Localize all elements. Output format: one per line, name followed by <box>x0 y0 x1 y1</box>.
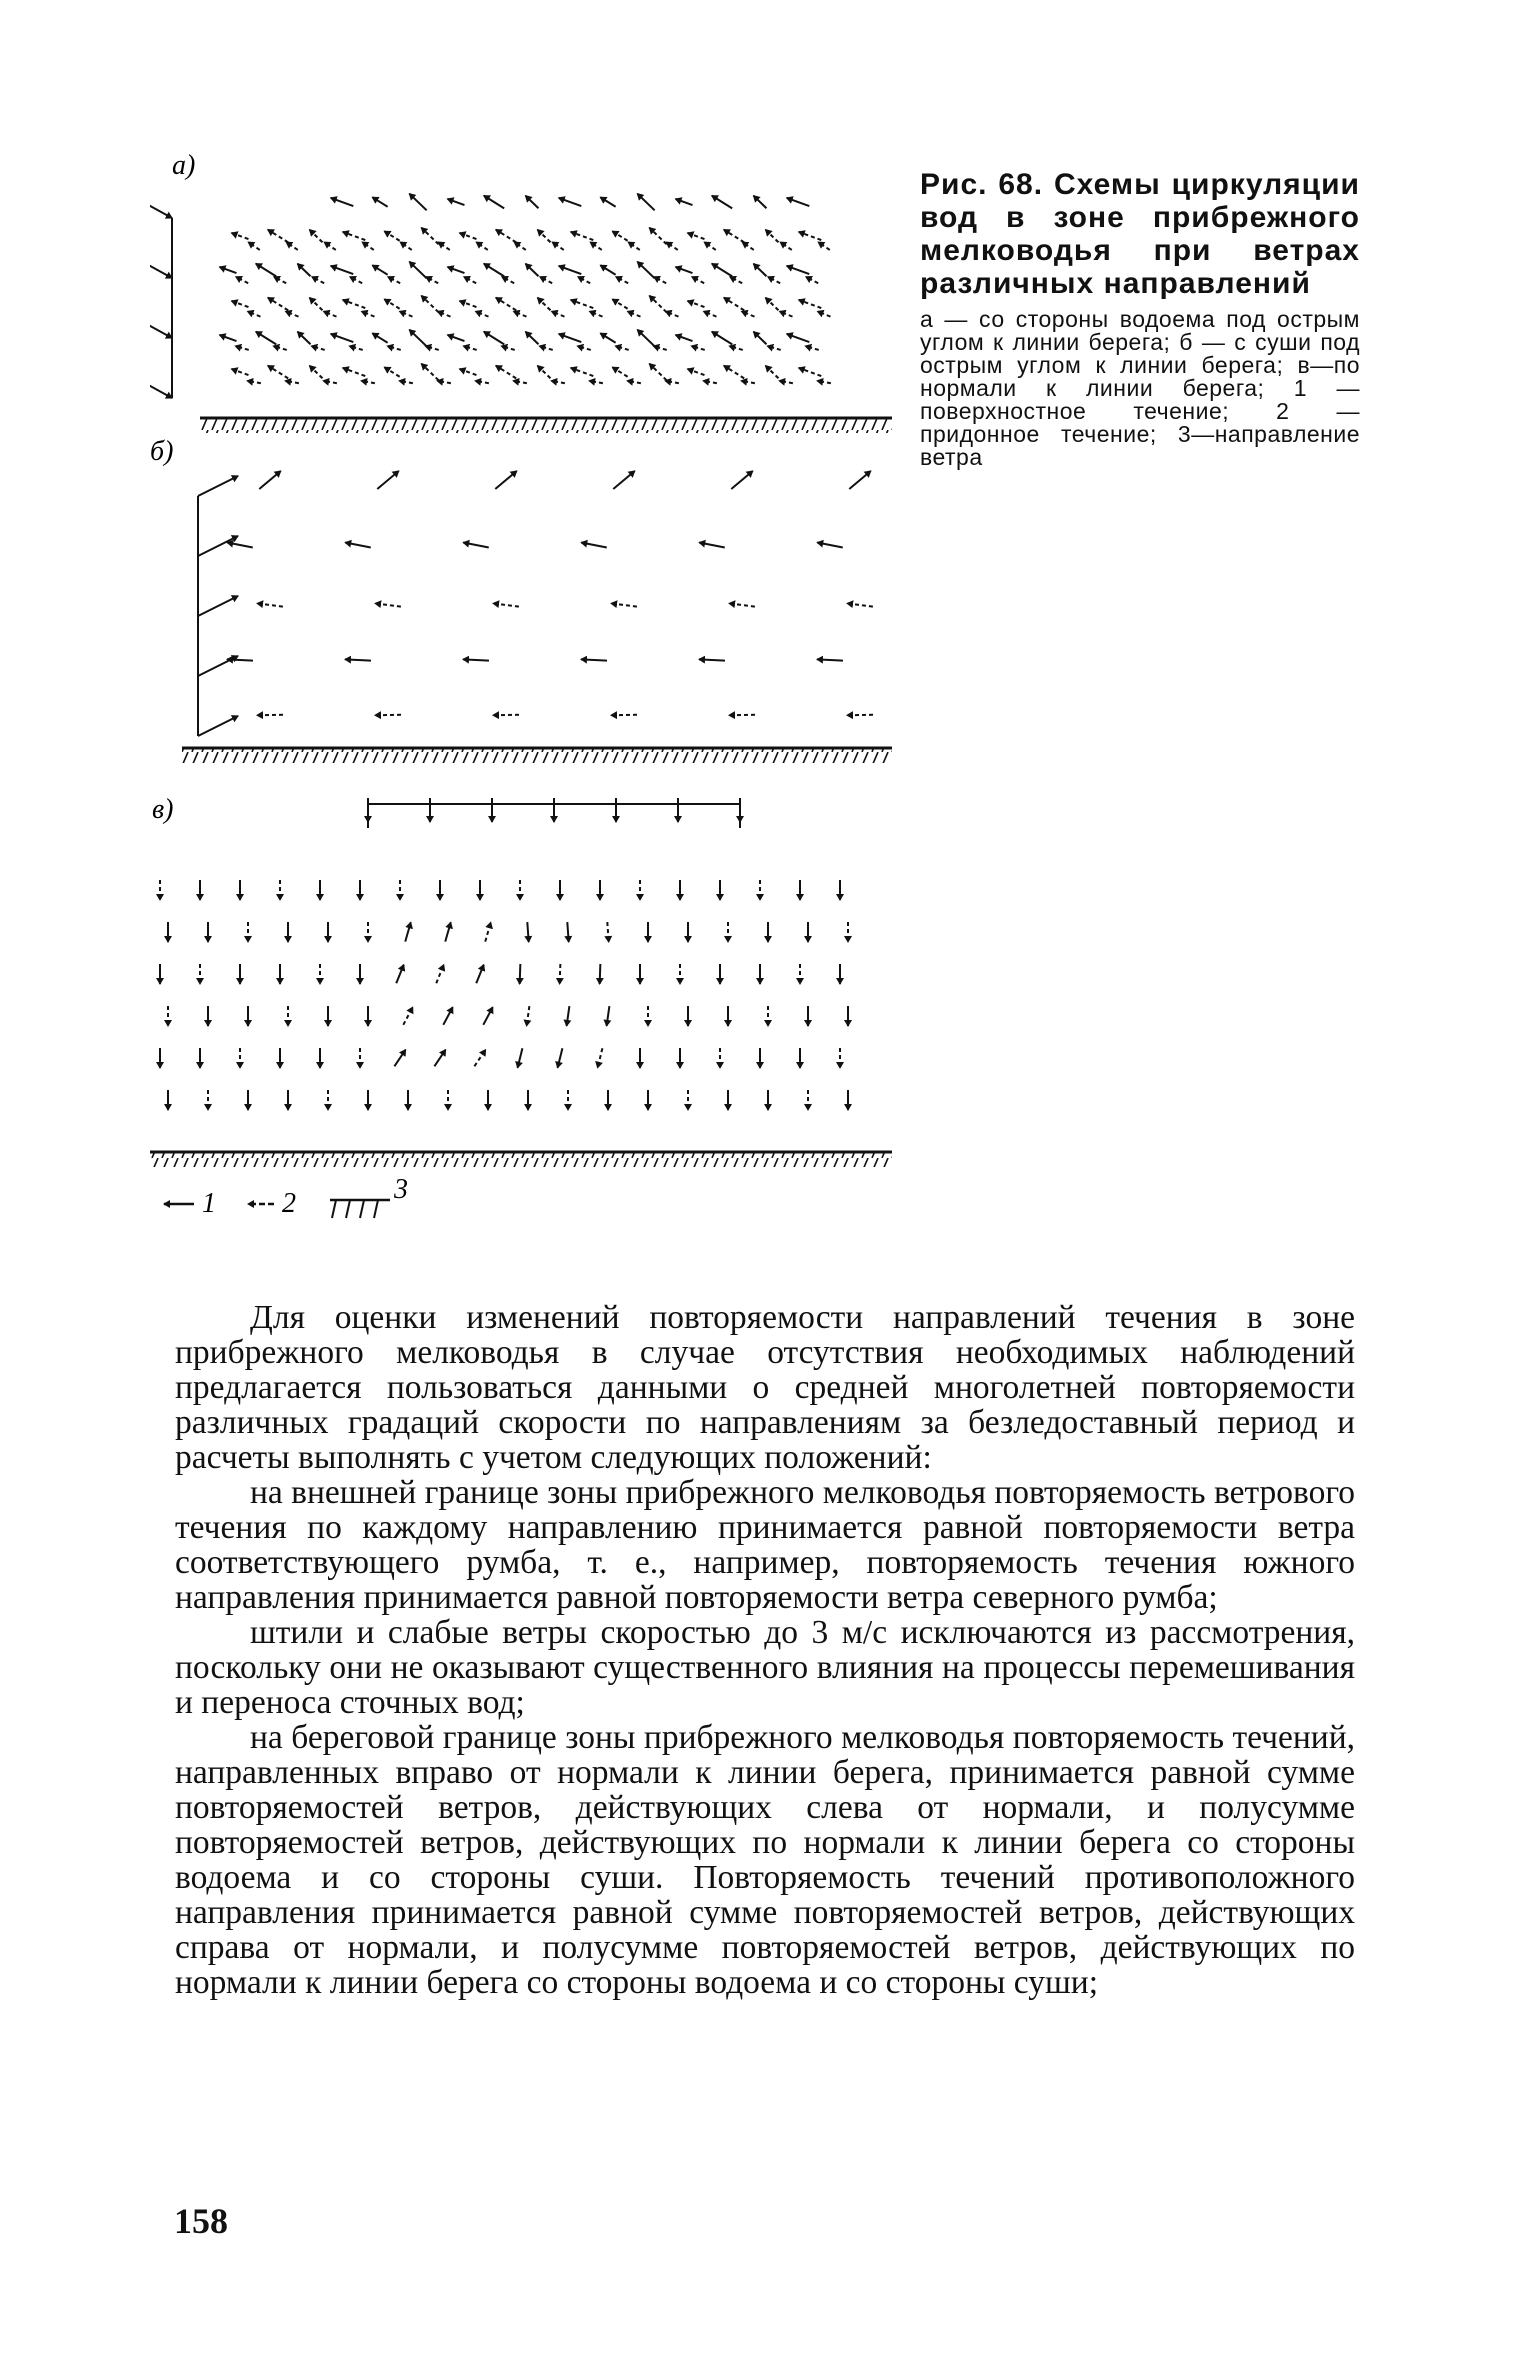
current-arrow-v <box>436 965 443 984</box>
current-arrow-a <box>384 367 399 377</box>
current-arrow-a <box>571 368 594 376</box>
current-arrow-a-bottom <box>780 242 792 250</box>
current-arrow-v <box>434 1050 445 1067</box>
current-arrow-v <box>403 1007 412 1025</box>
current-arrow-v <box>598 1048 603 1067</box>
current-arrow-a <box>448 335 465 341</box>
wind-direction-a <box>150 196 172 398</box>
current-arrow-a <box>637 262 654 279</box>
current-arrow-a <box>310 298 323 311</box>
current-arrow-a-bottom <box>691 346 704 350</box>
current-arrow-a <box>538 298 551 311</box>
current-arrow-a-bottom <box>730 277 742 284</box>
current-arrow-v <box>567 922 568 942</box>
current-arrow-v <box>607 1006 610 1026</box>
current-arrow-a-bottom <box>387 346 400 350</box>
circulation-diagram <box>150 150 910 1240</box>
current-arrow-a-bottom <box>399 381 413 383</box>
current-arrow-v <box>560 964 561 984</box>
current-arrow-a <box>712 196 732 209</box>
current-arrow-b <box>493 603 519 606</box>
current-arrow-a <box>799 300 822 308</box>
current-arrow-a <box>766 298 779 311</box>
current-arrow-b <box>463 543 489 548</box>
current-arrow-v <box>527 922 528 942</box>
current-arrow-a-bottom <box>514 311 527 316</box>
current-arrow-a <box>421 364 438 381</box>
current-arrow-a-bottom <box>666 311 679 316</box>
legend <box>164 1174 408 1219</box>
current-arrow-a-bottom <box>247 381 261 383</box>
current-arrow-a <box>331 266 354 274</box>
current-arrow-v <box>483 1007 492 1025</box>
current-arrow-b <box>699 659 725 660</box>
current-arrow-a <box>268 366 288 379</box>
current-arrow-a <box>637 330 654 347</box>
current-arrow-a <box>688 369 705 375</box>
caption-title: Рис. 68. Схемы циркуляции вод в зоне прибрежного мелководья при ветрах различных направлений <box>920 168 1360 300</box>
current-arrows-b <box>227 471 873 715</box>
current-arrow-v <box>527 1006 530 1026</box>
current-arrow-a <box>676 267 693 273</box>
current-arrow-a <box>343 368 366 376</box>
legend-wind-direction <box>330 1174 408 1218</box>
current-arrow-a-bottom <box>476 311 489 316</box>
figure-caption <box>920 168 1360 469</box>
current-arrow-a-bottom <box>742 311 755 316</box>
current-arrow-a-bottom <box>741 381 755 383</box>
current-arrow-a-bottom <box>539 346 552 350</box>
panel-label-b: б) <box>150 436 174 467</box>
current-arrow-a-bottom <box>362 311 375 316</box>
current-arrow-a <box>526 196 539 209</box>
current-arrow-v <box>396 965 403 984</box>
current-arrow-a <box>268 230 288 243</box>
current-arrow-b <box>613 471 634 489</box>
current-arrow-v <box>567 1006 570 1026</box>
current-arrow-a <box>688 233 705 239</box>
current-arrow-a <box>232 369 249 375</box>
current-arrow-a <box>372 265 387 275</box>
current-arrow-a <box>799 368 822 376</box>
current-arrow-b <box>847 603 873 606</box>
current-arrow-a <box>787 334 810 342</box>
wind-direction-b <box>198 476 238 736</box>
current-arrow-a-bottom <box>692 277 704 284</box>
current-arrow-a-bottom <box>540 277 552 284</box>
current-arrow-a <box>787 266 810 274</box>
current-arrow-a-bottom <box>501 346 514 350</box>
current-arrow-a <box>637 194 654 211</box>
current-arrow-a <box>676 199 693 205</box>
current-arrow-b <box>257 603 283 606</box>
current-arrow-a <box>724 298 744 311</box>
current-arrow-a <box>268 298 288 311</box>
current-arrow-a-bottom <box>805 346 818 350</box>
current-arrow-a <box>372 197 387 207</box>
current-arrow-a <box>526 332 539 345</box>
current-arrow-a <box>331 334 354 342</box>
current-arrow-a-bottom <box>285 381 299 383</box>
current-arrow-a <box>460 369 477 375</box>
current-arrow-a <box>612 367 627 377</box>
current-arrow-a <box>559 334 582 342</box>
current-arrow-a-bottom <box>615 346 628 350</box>
current-arrow-a-bottom <box>388 277 400 284</box>
current-arrow-a <box>559 266 582 274</box>
current-arrow-v <box>394 1050 405 1067</box>
current-arrow-a-bottom <box>476 242 488 250</box>
shoreline-a <box>200 418 892 433</box>
paragraph-shore-boundary: на береговой границе зоны прибрежного мелководья повторяемость течений, направленных вправо от нормали к линии берега, принимается равной сумме повторяемостей ветров, действующих слева от нормали, и полусумме повторяемостей ветров, действующих по нормали к линии берега со стороны водоема и со стороны суши. Повторяемость течений противоположного направления принимается равной сумме повторяемостей ветров, действующих справа от нормали, и полусумме повторяемостей ветров, действующих по нормали к линии берега со стороны водоема и со стороны суши; <box>175 1719 1355 2001</box>
current-arrow-a-bottom <box>248 311 261 316</box>
current-arrow-a-bottom <box>286 242 298 250</box>
current-arrow-a <box>571 300 594 308</box>
current-arrow-a-bottom <box>767 346 780 350</box>
current-arrow-a-bottom <box>350 277 362 284</box>
current-arrow-v <box>600 964 601 984</box>
current-arrow-a <box>384 299 399 309</box>
current-arrow-a <box>754 196 767 209</box>
current-arrow-b <box>345 543 371 548</box>
current-arrow-a <box>448 199 465 205</box>
body-text <box>175 1300 1355 2000</box>
shoreline-b <box>182 748 892 763</box>
current-arrow-a <box>649 364 666 381</box>
current-arrow-a <box>343 232 366 240</box>
current-arrow-a-bottom <box>666 242 678 250</box>
current-arrow-a-bottom <box>704 311 717 316</box>
current-arrow-a <box>649 228 666 245</box>
paragraph-intro: Для оценки изменений повторяемости направлений течения в зоне прибрежного мелководья в случае отсутствия необходимых наблюдений предлагается пользоваться данными о средней многолетней повторяемости различных градаций скорости по направлениям за безледоставный период и расчеты выполнять с учетом следующих положений: <box>175 1299 1355 1476</box>
current-arrow-a-bottom <box>817 381 831 383</box>
current-arrow-b <box>227 659 253 660</box>
legend-label-2: 2 <box>282 1188 296 1219</box>
legend-label-1: 1 <box>202 1188 216 1219</box>
current-arrow-a-bottom <box>248 242 260 250</box>
current-arrow-a <box>571 232 594 240</box>
current-arrow-a-bottom <box>235 346 248 350</box>
current-arrow-a-bottom <box>400 242 412 250</box>
current-arrow-v <box>520 964 521 984</box>
current-arrow-a-bottom <box>324 242 336 250</box>
current-arrow-b <box>699 543 725 548</box>
current-arrow-a <box>600 197 615 207</box>
current-arrow-a-bottom <box>578 277 590 284</box>
current-arrow-a <box>712 264 732 277</box>
current-arrow-a <box>496 366 516 379</box>
current-arrow-a <box>298 264 311 277</box>
current-arrow-b <box>581 543 607 548</box>
current-arrow-v <box>558 1048 563 1067</box>
current-arrow-a-bottom <box>514 242 526 250</box>
current-arrow-a <box>372 333 387 343</box>
current-arrow-v <box>443 1007 452 1025</box>
current-arrow-a-bottom <box>818 311 831 316</box>
current-arrow-a <box>256 332 276 345</box>
current-arrow-a <box>612 231 627 241</box>
current-arrow-b <box>259 471 280 489</box>
current-arrow-b <box>345 659 371 660</box>
current-arrow-v <box>445 922 451 941</box>
current-arrow-a-bottom <box>704 242 716 250</box>
current-arrow-v <box>485 922 491 941</box>
current-arrow-a <box>310 366 323 379</box>
current-arrow-a-bottom <box>438 311 451 316</box>
current-arrow-b <box>463 659 489 660</box>
current-arrow-a-bottom <box>653 346 666 350</box>
current-arrow-a-bottom <box>616 277 628 284</box>
current-arrow-v <box>607 922 608 942</box>
current-arrow-a <box>448 267 465 273</box>
current-arrow-v <box>476 965 483 984</box>
current-arrow-v <box>518 1048 523 1067</box>
current-arrow-a-bottom <box>361 381 375 383</box>
current-arrow-a <box>496 230 516 243</box>
current-arrow-a-bottom <box>475 381 489 383</box>
current-arrow-a-bottom <box>425 346 438 350</box>
legend-surface-current <box>164 1188 216 1219</box>
current-arrow-a-bottom <box>577 346 590 350</box>
current-arrow-a <box>600 265 615 275</box>
current-arrow-a <box>384 231 399 241</box>
current-arrow-a-bottom <box>779 381 793 383</box>
current-arrow-b <box>611 603 637 606</box>
current-arrow-a-bottom <box>627 381 641 383</box>
current-arrow-a <box>484 332 504 345</box>
current-arrow-a-bottom <box>590 311 603 316</box>
current-arrow-v <box>474 1050 485 1067</box>
current-arrow-a-bottom <box>463 346 476 350</box>
current-arrow-v <box>405 922 411 941</box>
current-arrow-a-bottom <box>806 277 818 284</box>
current-arrow-a-bottom <box>400 311 413 316</box>
current-arrow-a <box>496 298 516 311</box>
page-number: 158 <box>174 2201 228 2241</box>
current-arrow-a <box>220 335 237 341</box>
current-arrow-a <box>460 301 477 307</box>
current-arrow-a-bottom <box>768 277 780 284</box>
current-arrow-a <box>799 232 822 240</box>
current-arrow-a <box>409 330 426 347</box>
current-arrow-a-bottom <box>590 242 602 250</box>
current-arrow-a-bottom <box>818 242 830 250</box>
current-arrow-a <box>649 296 666 313</box>
figure-68 <box>150 150 910 1240</box>
current-arrow-a <box>766 230 779 243</box>
current-arrows-a <box>220 194 831 384</box>
current-arrow-a <box>343 300 366 308</box>
current-arrow-a <box>787 198 810 206</box>
current-arrow-a <box>766 366 779 379</box>
current-arrows-v <box>160 798 848 1110</box>
current-arrow-a <box>220 267 237 273</box>
current-arrow-a-bottom <box>311 346 324 350</box>
current-arrow-b <box>375 603 401 606</box>
current-arrow-b <box>817 543 843 548</box>
paragraph-calm-winds: штили и слабые ветры скоростью до 3 м/с исключаются из рассмотрения, поскольку они не оказывают существенного влияния на процессы перемешивания и переноса сточных вод; <box>175 1614 1355 1721</box>
current-arrow-b <box>495 471 516 489</box>
current-arrow-a <box>559 198 582 206</box>
current-arrow-a-bottom <box>780 311 793 316</box>
current-arrow-a-bottom <box>742 242 754 250</box>
current-arrow-a-bottom <box>324 311 337 316</box>
current-arrow-a <box>538 230 551 243</box>
current-arrow-a-bottom <box>654 277 666 284</box>
current-arrow-a <box>421 228 438 245</box>
current-arrow-a <box>331 198 354 206</box>
current-arrow-a <box>754 332 767 345</box>
current-arrow-a-bottom <box>437 381 451 383</box>
current-arrow-a-bottom <box>236 277 248 284</box>
current-arrow-a-bottom <box>273 346 286 350</box>
current-arrow-a-bottom <box>464 277 476 284</box>
current-arrow-b <box>817 659 843 660</box>
current-arrow-b <box>849 471 870 489</box>
current-arrow-a-bottom <box>628 311 641 316</box>
current-arrow-a <box>754 264 767 277</box>
current-arrow-a-bottom <box>502 277 514 284</box>
current-arrow-b <box>581 659 607 660</box>
current-arrow-a <box>712 332 732 345</box>
current-arrow-a-bottom <box>703 381 717 383</box>
current-arrow-a <box>460 233 477 239</box>
current-arrow-a-bottom <box>729 346 742 350</box>
current-arrow-a <box>484 264 504 277</box>
current-arrow-a <box>612 299 627 309</box>
current-arrow-a-bottom <box>286 311 299 316</box>
current-arrow-a <box>724 366 744 379</box>
current-arrow-a-bottom <box>426 277 438 284</box>
caption-body: а — со стороны водоема под острым углом к линии берега; б — с суши под острым углом к линии берега; в—по нормали к линии берега; 1 — поверхностное течение; 2 — придонное течение; 3—направление ветра <box>920 306 1360 470</box>
shoreline-v <box>150 1152 892 1167</box>
current-arrow-a-bottom <box>589 381 603 383</box>
current-arrow-a-bottom <box>551 381 565 383</box>
current-arrow-a-bottom <box>312 277 324 284</box>
current-arrow-b <box>731 471 752 489</box>
paragraph-outer-boundary: на внешней границе зоны прибрежного мелководья повторяемость ветрового течения по каждому направлению принимается равной повторяемости ветра соответствующего румба, т. е., например, повторяемость течения южного направления принимается равной повторяемости ветра северного румба; <box>175 1474 1355 1616</box>
current-arrow-b <box>227 543 253 548</box>
current-arrow-a <box>724 230 744 243</box>
current-arrow-a-bottom <box>513 381 527 383</box>
current-arrow-a <box>256 264 276 277</box>
legend-label-3: 3 <box>394 1174 408 1205</box>
current-arrow-a <box>409 194 426 211</box>
current-arrow-a-bottom <box>349 346 362 350</box>
current-arrow-a-bottom <box>274 277 286 284</box>
current-arrow-a-bottom <box>438 242 450 250</box>
panel-label-v: в) <box>152 794 174 825</box>
current-arrow-a <box>484 196 504 209</box>
current-arrow-a <box>688 301 705 307</box>
current-arrow-a <box>232 233 249 239</box>
current-arrow-a <box>676 335 693 341</box>
current-arrow-a-bottom <box>665 381 679 383</box>
current-arrow-a-bottom <box>552 311 565 316</box>
current-arrow-b <box>377 471 398 489</box>
current-arrow-a-bottom <box>628 242 640 250</box>
current-arrow-a <box>600 333 615 343</box>
current-arrow-a <box>310 230 323 243</box>
current-arrow-a <box>409 262 426 279</box>
current-arrow-a <box>298 332 311 345</box>
panel-label-a: а) <box>172 150 196 181</box>
current-arrow-a <box>538 366 551 379</box>
current-arrow-a-bottom <box>552 242 564 250</box>
current-arrow-a <box>232 301 249 307</box>
legend-bottom-current <box>248 1188 296 1219</box>
current-arrow-a <box>421 296 438 313</box>
current-arrow-a-bottom <box>323 381 337 383</box>
current-arrow-a <box>526 264 539 277</box>
current-arrow-a-bottom <box>362 242 374 250</box>
current-arrow-b <box>729 603 755 606</box>
